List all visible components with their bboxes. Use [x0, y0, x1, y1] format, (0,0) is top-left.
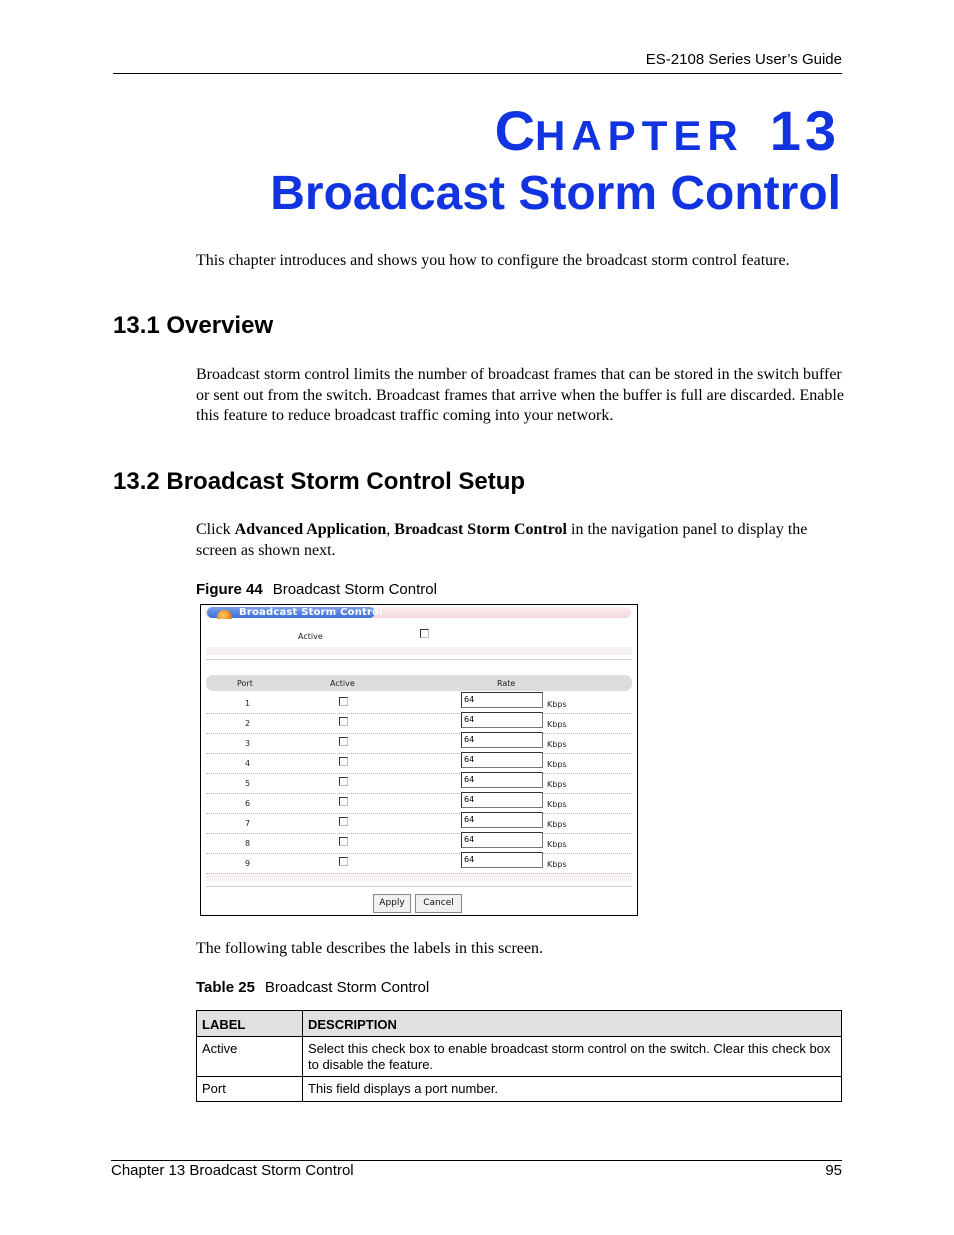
rate-unit: Kbps [547, 720, 567, 729]
rate-unit: Kbps [547, 700, 567, 709]
port-active-checkbox[interactable] [339, 797, 348, 806]
port-number: 4 [245, 759, 251, 768]
port-row [206, 693, 632, 714]
port-rate-input[interactable]: 64 [461, 732, 543, 748]
rate-unit: Kbps [547, 740, 567, 749]
section-strip [206, 874, 632, 881]
port-row [206, 753, 632, 774]
section-strip [206, 647, 632, 655]
cancel-button[interactable]: Cancel [415, 894, 462, 913]
screenshot-figure [200, 604, 638, 916]
port-active-checkbox[interactable] [339, 757, 348, 766]
table-caption-label: Table 25 [196, 979, 255, 996]
port-active-checkbox[interactable] [339, 837, 348, 846]
port-rate-input[interactable]: 64 [461, 712, 543, 728]
intro-paragraph: This chapter introduces and shows you how to configure the broadcast storm control feature. [196, 252, 790, 269]
port-active-checkbox[interactable] [339, 717, 348, 726]
port-rate-input[interactable]: 64 [461, 832, 543, 848]
rate-unit: Kbps [547, 760, 567, 769]
section-heading-overview: 13.1 Overview [113, 312, 274, 339]
rate-unit: Kbps [547, 780, 567, 789]
port-rate-input[interactable]: 64 [461, 692, 543, 708]
col-header-active: Active [330, 679, 355, 688]
port-row [206, 733, 632, 754]
table-cell-label: Active [197, 1037, 303, 1077]
figure-caption-label: Figure 44 [196, 581, 263, 598]
rate-unit: Kbps [547, 820, 567, 829]
port-rate-input[interactable]: 64 [461, 812, 543, 828]
section-separator [206, 659, 632, 660]
port-active-checkbox[interactable] [339, 697, 348, 706]
port-row [206, 853, 632, 874]
table-cell-description: This field displays a port number. [303, 1077, 842, 1102]
footer-chapter-ref: Chapter 13 Broadcast Storm Control [111, 1162, 354, 1179]
setup-text-click: Click [196, 521, 235, 538]
table-header-row [197, 1011, 842, 1037]
global-active-label: Active [298, 632, 323, 641]
chapter-label-rest: HAPTER [535, 112, 744, 159]
table-caption-text: Broadcast Storm Control [264, 979, 430, 996]
port-row [206, 833, 632, 854]
rate-unit: Kbps [547, 860, 567, 869]
port-number: 7 [245, 819, 251, 828]
setup-paragraph [196, 520, 846, 561]
figure-caption [196, 581, 437, 598]
port-row [206, 713, 632, 734]
setup-menu-advanced: Advanced Application [234, 521, 387, 538]
port-rate-input[interactable]: 64 [461, 852, 543, 868]
global-active-checkbox[interactable] [420, 629, 429, 638]
footer-rule [111, 1160, 842, 1161]
chapter-label [495, 98, 840, 163]
table-caption [196, 979, 429, 996]
port-rate-input[interactable]: 64 [461, 792, 543, 808]
setup-text-comma: , [386, 521, 395, 538]
table-cell-label: Port [197, 1077, 303, 1102]
setup-text-rest: in the navigation panel to display the screen as shown next. [196, 521, 808, 559]
header-rule [113, 73, 842, 74]
port-number: 3 [245, 739, 251, 748]
chapter-label-initial: C [494, 99, 536, 162]
rate-unit: Kbps [547, 840, 567, 849]
port-number: 6 [245, 799, 251, 808]
port-rate-input[interactable]: 64 [461, 752, 543, 768]
port-number: 2 [245, 719, 251, 728]
port-number: 8 [245, 839, 251, 848]
port-active-checkbox[interactable] [339, 817, 348, 826]
port-active-checkbox[interactable] [339, 777, 348, 786]
table-cell-description: Select this check box to enable broadcast storm control on the switch. Clear this check box to disable the feature. [303, 1037, 842, 1077]
section-heading-setup: 13.2 Broadcast Storm Control Setup [113, 468, 526, 495]
screen-title: Broadcast Storm Control [239, 607, 383, 618]
port-row [206, 773, 632, 794]
apply-button[interactable]: Apply [373, 894, 411, 913]
running-header: ES-2108 Series User’s Guide [645, 51, 842, 68]
labels-table [196, 1010, 842, 1102]
global-active-row [206, 619, 632, 644]
table-row [197, 1037, 842, 1077]
page-number: 95 [825, 1162, 842, 1179]
port-table-header [206, 675, 632, 691]
port-number: 5 [245, 779, 251, 788]
port-active-checkbox[interactable] [339, 737, 348, 746]
port-row [206, 793, 632, 814]
table-header-label: LABEL [197, 1011, 303, 1037]
overview-paragraph: Broadcast storm control limits the number of broadcast frames that can be stored in the switch buffer or sent out from the switch. Broadcast frames that arrive when the buffer is full are discarded. Enable this feature to reduce broadcast traffic coming into your network. [196, 366, 844, 424]
table-header-description: DESCRIPTION [303, 1011, 842, 1037]
following-paragraph: The following table describes the labels in this screen. [196, 940, 544, 957]
section-separator [206, 886, 632, 887]
chapter-number: 13 [769, 99, 840, 162]
port-row [206, 813, 632, 834]
chapter-title: Broadcast Storm Control [270, 167, 841, 220]
port-number: 1 [245, 699, 251, 708]
port-number: 9 [245, 859, 251, 868]
port-rate-input[interactable]: 64 [461, 772, 543, 788]
port-active-checkbox[interactable] [339, 857, 348, 866]
rate-unit: Kbps [547, 800, 567, 809]
col-header-port: Port [237, 679, 253, 688]
setup-menu-storm: Broadcast Storm Control [394, 521, 567, 538]
col-header-rate: Rate [497, 679, 516, 688]
figure-caption-text: Broadcast Storm Control [272, 581, 437, 598]
table-row [197, 1077, 842, 1102]
